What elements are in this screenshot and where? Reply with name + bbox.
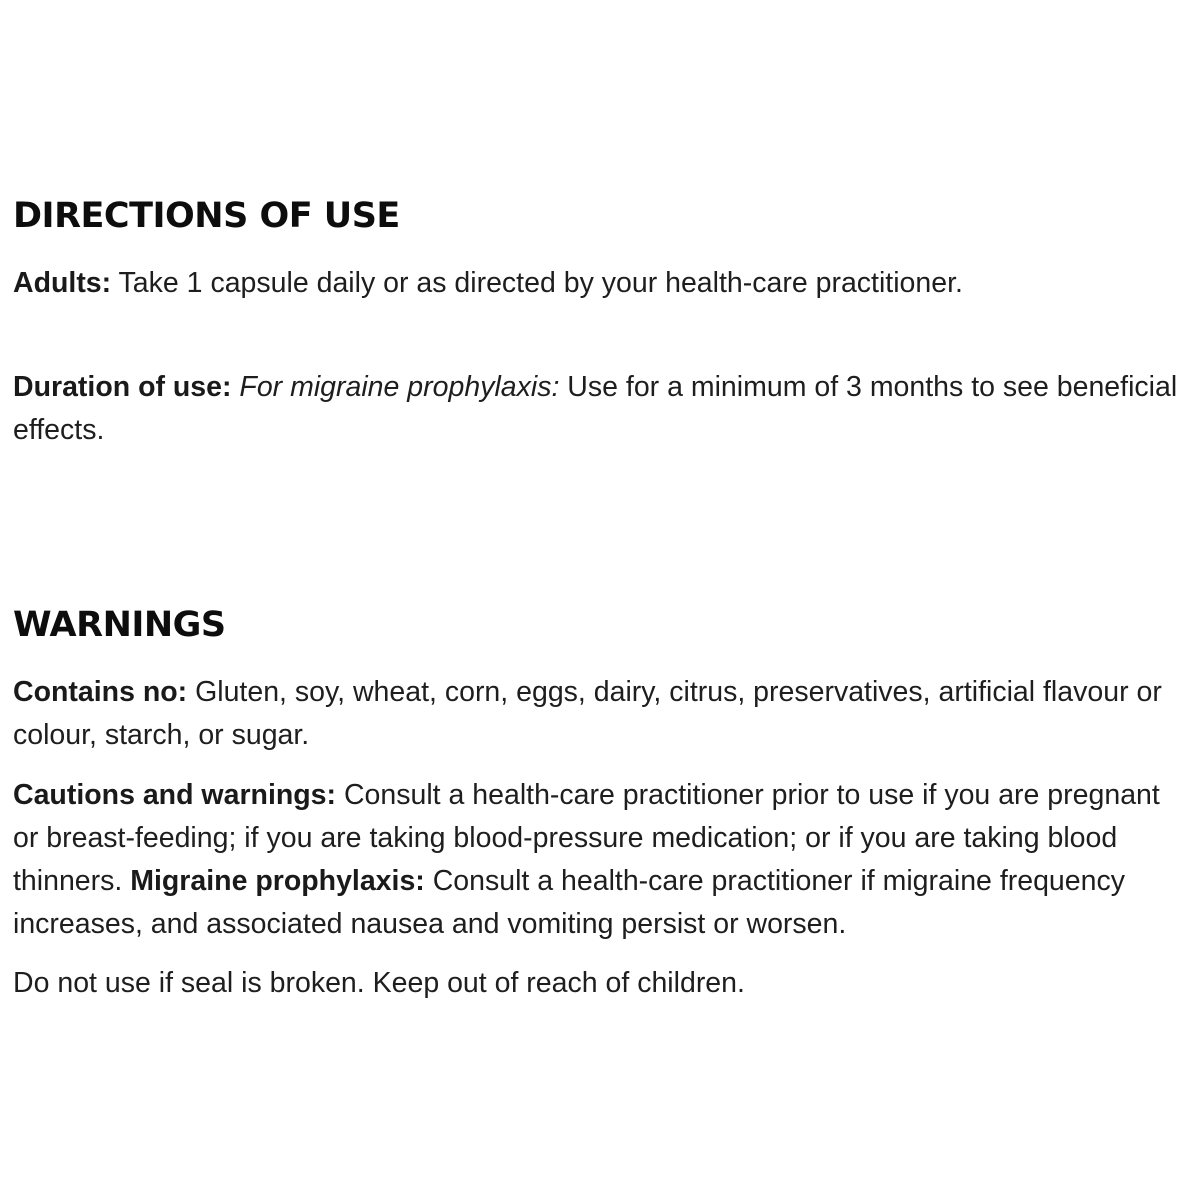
cautions-paragraph (13, 774, 1193, 946)
cautions-text: Consult a health-care practitioner prior to use if you are pregnant or breast-feeding; if you are taking blood-pressure medication; or if you are taking blood thinners. (13, 779, 1160, 897)
seal-paragraph: Do not use if seal is broken. Keep out of reach of children. (13, 967, 745, 999)
directions-heading: DIRECTIONS OF USE (13, 196, 400, 236)
adults-text: Take 1 capsule daily or as directed by your health-care practitioner. (111, 267, 963, 299)
migraine-label: Migraine prophylaxis: (122, 865, 425, 897)
contains-label: Contains no: (13, 676, 188, 708)
migraine-text: Consult a health-care practitioner if migraine frequency increases, and associated nausea and vomiting persist or worsen. (13, 865, 1125, 940)
contains-text: Gluten, soy, wheat, corn, eggs, dairy, citrus, preservatives, artificial flavour or colour, starch, or sugar. (13, 676, 1162, 751)
warnings-heading: WARNINGS (13, 605, 226, 645)
duration-italic-label: For migraine prophylaxis: (231, 371, 560, 403)
contains-paragraph (13, 671, 1193, 757)
duration-label: Duration of use: (13, 371, 232, 403)
duration-text: Use for a minimum of 3 months to see beneficial effects. (13, 371, 1178, 446)
cautions-label: Cautions and warnings: (13, 779, 337, 811)
adults-paragraph (13, 262, 1193, 305)
adults-label: Adults: (13, 267, 112, 299)
duration-paragraph (13, 366, 1193, 452)
